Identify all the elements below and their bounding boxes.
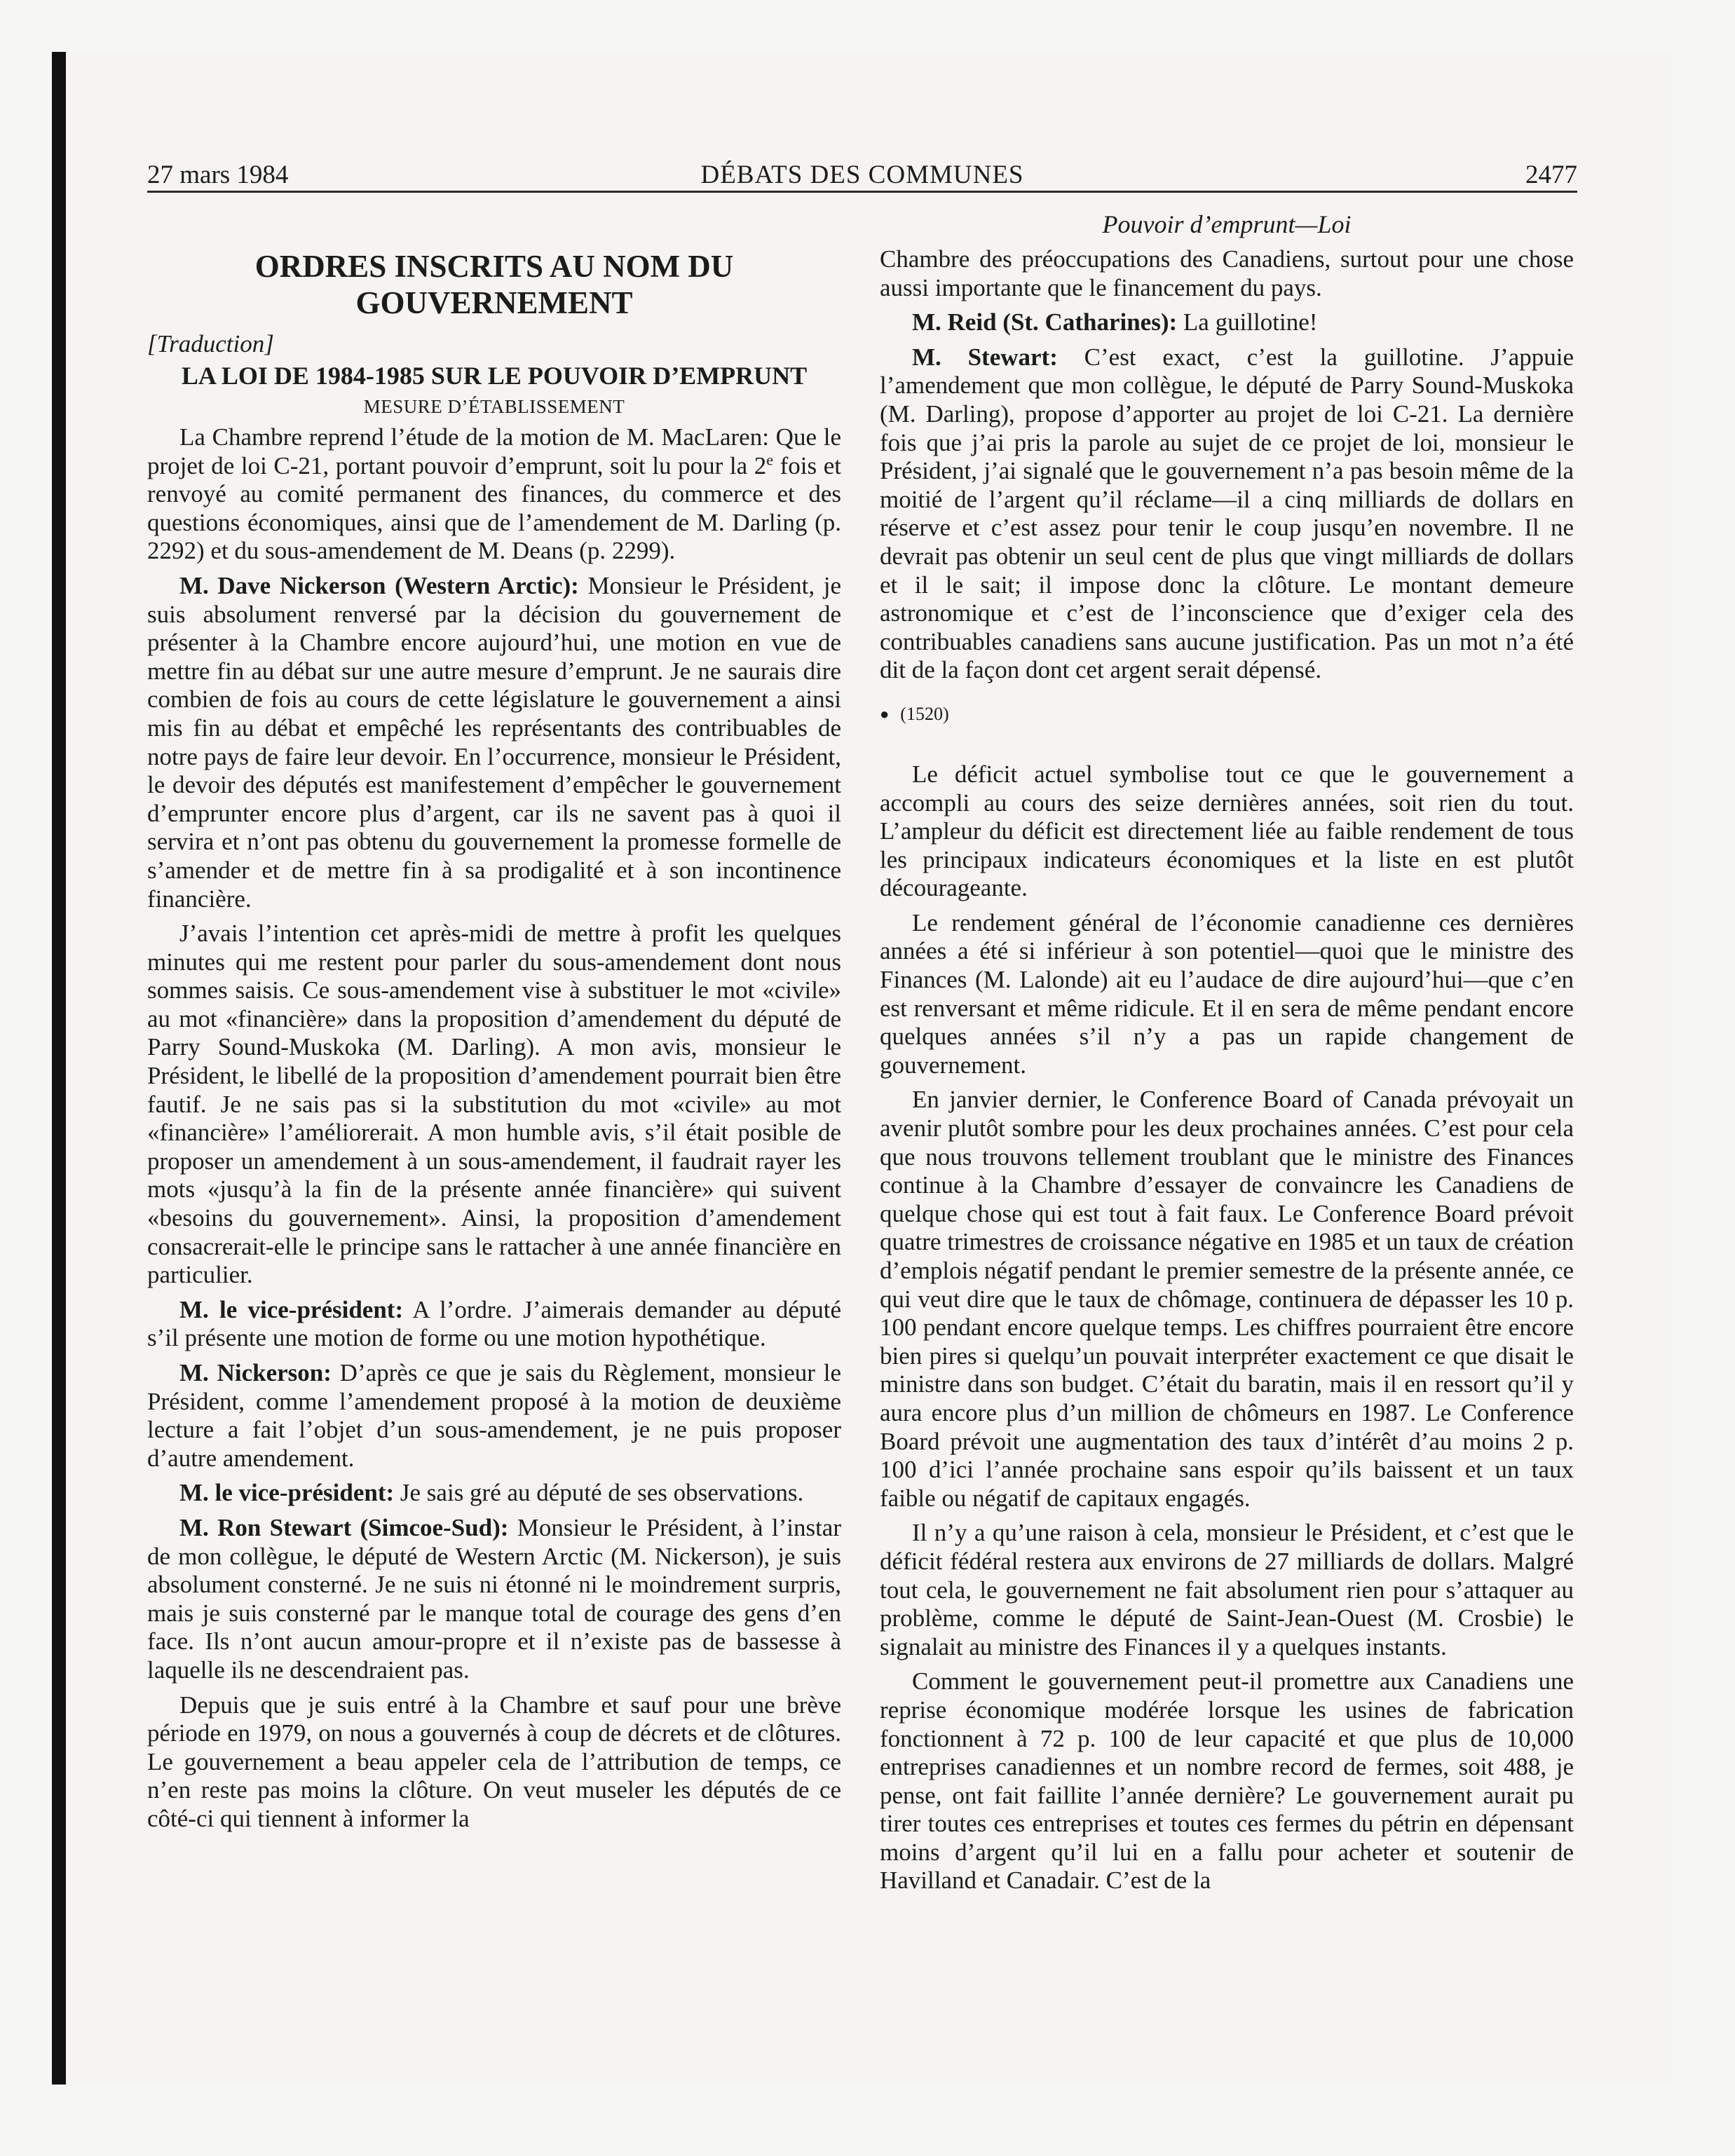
speaker-name: M. Dave Nickerson (Western Arctic): <box>179 571 579 599</box>
speech-paragraph: Comment le gouvernement peut-il promettre aux Canadiens une reprise économique modérée lorsque les usines de fabrication fonctionnent à 72 p. 100 de leur capacité et que plus de 10,000 entreprises canadiennes et un nombre record de fermes, soit 488, je pense, ont fait faillite l’année dernière? Le gouvernement aurait pu tirer toutes ces entreprises et toutes ces fermes du pétrin en dépensant moins d’argent qu’il lui en a fallu pour acheter et soutenir de Havilland et Canadair. C’est de la <box>880 1667 1574 1895</box>
speech-paragraph: Le rendement général de l’économie canadienne ces dernières années a été si inférieur à son potentiel—quoi que le ministre des Finances (M. Lalonde) ait eu l’audace de dire aujourd’hui—que c’en est renversant et même ridicule. Et il en sera de même pendant encore quelques années s’il n’y a pas un rapide changement de gouvernement. <box>880 908 1574 1079</box>
section-title: ORDRES INSCRITS AU NOM DU GOUVERNEMENT <box>254 249 734 320</box>
bullet-icon: ● <box>880 704 890 723</box>
speaker-name: M. Stewart: <box>912 343 1058 371</box>
speech-paragraph <box>147 1359 841 1473</box>
speech-paragraph: Le déficit actuel symbolise tout ce que le gouvernement a accompli au cours des seize dernières années, soit rien du tout. L’ampleur du déficit est directement liée au faible rendement de tous les principaux indicateurs économiques et la liste en est plutôt décourageante. <box>880 760 1574 902</box>
speech-paragraph: Il n’y a qu’une raison à cela, monsieur le Président, et c’est que le déficit fédéral restera aux environs de 27 milliards de dollars. Malgré tout cela, le gouvernement ne fait absolument rien pour s’attaquer au problème, comme le député de Saint-Jean-Ouest (M. Crosbie) le signalait au ministre des Finances il y a quelques instants. <box>880 1519 1574 1660</box>
intro-text-b: fois et renvoyé au comité permanent des finances, du commerce et des questions économiques, ainsi que de l’amendement de M. Darling (p. 2292) et du sous-amendement de M. Deans (p. 2299). <box>147 451 841 565</box>
header-date: 27 mars 1984 <box>147 161 289 189</box>
speech-text: La guillotine! <box>1177 308 1318 336</box>
speech-text: Monsieur le Président, je suis absolument renversé par la décision du gouvernement de présenter à la Chambre encore aujourd’hui, une motion en vue de mettre fin au débat sur une autre mesure d’emprunt. Je ne saurais dire combien de fois au cours de cette législature le gouvernement a ainsi mis fin au débat et empêché les représentants des contribuables de notre pays de faire leur devoir. En l’occurrence, monsieur le Président, le devoir des députés est manifestement d’empêcher le gouvernement d’emprunter encore plus d’argent, car ils ne savent pas à quoi il servira et n’ont pas obtenu du gouvernement la promesse formelle de s’amender et de mettre fin à sa prodigalité et à son incontinence financière. <box>147 571 842 913</box>
speaker-name: M. le vice-président: <box>179 1479 395 1507</box>
header-page-number: 2477 <box>1525 161 1577 189</box>
intro-superscript: e <box>766 450 774 468</box>
speech-paragraph: J’avais l’intention cet après-midi de mettre à profit les quelques minutes qui me restent pour parler du sous-amendement dont nous sommes saisis. Ce sous-amendement vise à substituer le mot «civile» au mot «financière» dans la proposition d’amendement du député de Parry Sound-Muskoka (M. Darling). A mon avis, monsieur le Président, le libellé de la proposition d’amendement pourrait bien être fautif. Je ne sais pas si la substitution du mot «civile» au mot «financière» l’améliorerait. A mon humble avis, s’il était posible de proposer un amendement à un sous-amendement, il faudrait rayer les mots «jusqu’à la fin de la présente année financière» qui suivent «besoins du gouvernement». Ainsi, la proposition d’amendement consacrerait-elle le principe sans le rattacher à une année financière en particulier. <box>147 920 841 1289</box>
speech-paragraph <box>880 308 1574 337</box>
speech-paragraph <box>147 572 841 913</box>
speech-text: D’après ce que je sais du Règlement, monsieur le Président, comme l’amendement proposé à la motion de deuxième lecture a fait l’objet d’un sous-amendement, je ne puis proposer d’autre amendement. <box>147 1359 841 1472</box>
speech-text: C’est exact, c’est la guillotine. J’appuie l’amendement que mon collègue, le député de Parry Sound-Muskoka (M. Darling), propose d’apporter au projet de loi C-21. La dernière fois que j’ai pris la parole au sujet de ce projet de loi, monsieur le Président, j’ai signalé que le gouvernement n’a pas besoin même de la moitié de l’argent qu’il réclame—il a cinq milliards de dollars en réserve et c’est assez pour tenir le coup jusqu’en novembre. Il ne devrait pas obtenir un seul cent de plus que vingt milliards de dollars et il le sait; il impose donc la clôture. Le montant demeure astronomique et c’est de l’inconscience que d’exiger cela des contribuables canadiens sans aucune justification. Pas un mot n’a été dit de la façon dont cet argent serait dépensé. <box>880 343 1574 684</box>
speech-paragraph <box>147 1514 841 1685</box>
speaker-name: M. Nickerson: <box>179 1359 332 1386</box>
running-head: Pouvoir d’emprunt—Loi <box>1102 210 1352 238</box>
speaker-name: M. Reid (St. Catharines): <box>912 308 1178 336</box>
intro-paragraph <box>147 423 841 566</box>
speech-paragraph: Depuis que je suis entré à la Chambre et sauf pour une brève période en 1979, on nous a gouvernés à coup de décrets et de clôtures. Le gouvernement a beau appeler cela de l’attribution de temps, ce n’en reste pas moins la clôture. On veut museler les députés de ce côté-ci qui tiennent à informer la <box>147 1691 841 1832</box>
header-journal-title: DÉBATS DES COMMUNES <box>700 161 1024 189</box>
intro-text-a: La Chambre reprend l’étude de la motion de M. MacLaren: Que le projet de loi C-21, portant pouvoir d’emprunt, soit lu pour la 2 <box>147 423 841 479</box>
right-column <box>880 209 1574 1902</box>
bill-title: LA LOI DE 1984-1985 SUR LE POUVOIR D’EMPRUNT <box>181 362 808 390</box>
speaker-name: M. le vice-président: <box>179 1295 404 1323</box>
page-header <box>147 160 1577 193</box>
speech-paragraph <box>880 343 1574 685</box>
scan-border <box>52 52 66 2085</box>
time-marker-text: (1520) <box>900 703 949 724</box>
translation-note: [Traduction] <box>147 330 274 357</box>
speech-text: Monsieur le Président, à l’instar de mon collègue, le député de Western Arctic (M. Nickerson), je suis absolument consterné. Je ne suis ni étonné ni le moindrement surpris, mais je suis consterné par le manque total de courage des gens d’en face. Ils n’ont aucun amour-propre et il n’existe pas de bassesse à laquelle ils ne descendraient pas. <box>147 1513 841 1684</box>
bill-subtitle: MESURE D’ÉTABLISSEMENT <box>363 396 625 417</box>
speaker-name: M. Ron Stewart (Simcoe-Sud): <box>179 1513 509 1541</box>
speech-text: Je sais gré au député de ses observations. <box>394 1479 804 1507</box>
speech-paragraph <box>147 1296 841 1353</box>
left-column <box>147 209 841 1840</box>
speech-paragraph: En janvier dernier, le Conference Board of Canada prévoyait un avenir plutôt sombre pour les deux prochaines années. C’est pour cela que nous trouvons tellement troublant que le ministre des Finances continue à la Chambre d’essayer de convaincre les Canadiens de quelque chose qui est tout à fait faux. Le Conference Board prévoit quatre trimestres de croissance négative en 1985 et un taux de création d’emplois négatif pendant le premier semestre de la présente année, ce qui veut dire que le taux de chômage, continuera de dépasser les 10 p. 100 pendant encore quelque temps. Les chiffres pourraient être encore bien pires si quelqu’un pouvait interpréter exactement ce que disait le ministre dans son budget. C’était du baratin, mais il en ressort qu’il y aura encore plus d’un million de chômeurs en 1987. Le Conference Board prévoit une augmentation des taux d’intérêt d’au moins 2 p. 100 d’ici l’année prochaine sans espoir qu’ils baissent et un taux faible ou négatif de capitaux engagés. <box>880 1086 1574 1512</box>
speech-paragraph <box>147 1479 841 1508</box>
speech-text: A l’ordre. J’aimerais demander au député s’il présente une motion de forme ou une motion hypothétique. <box>147 1295 841 1352</box>
time-marker <box>880 700 1574 728</box>
speech-paragraph: Chambre des préoccupations des Canadiens, surtout pour une chose aussi importante que le financement du pays. <box>880 245 1574 301</box>
